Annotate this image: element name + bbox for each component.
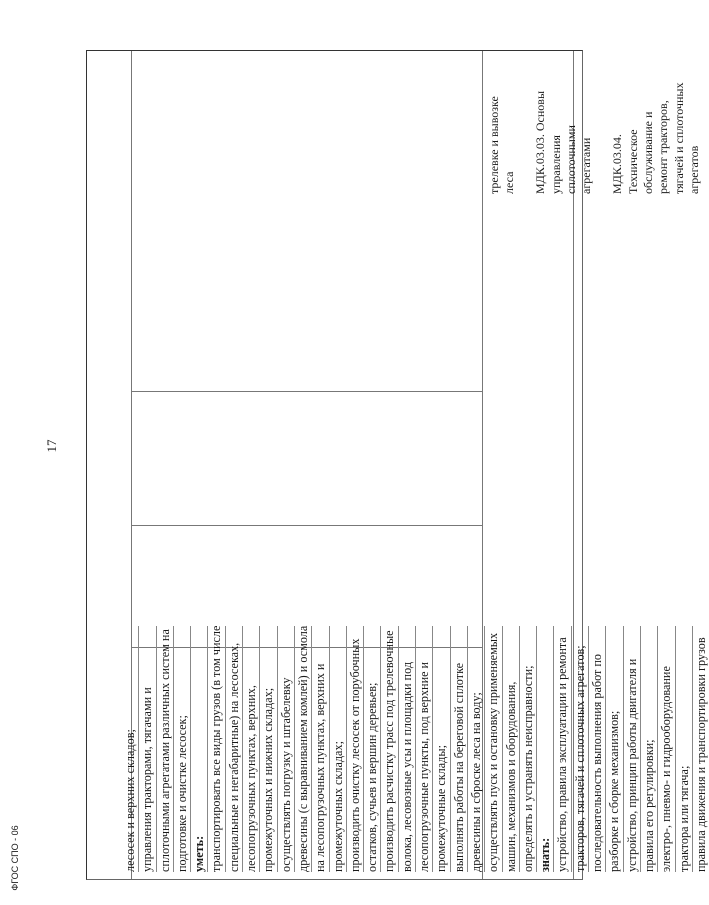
skills-line: специальные и негабаритные) на лесосеках, <box>226 626 243 872</box>
skills-line: лесопогрузочных пунктах, верхних, <box>243 626 260 872</box>
mdk-line: управления <box>548 135 563 194</box>
mdk-line: Техническое <box>625 129 640 194</box>
skills-line: устройство, правила эксплуатации и ремонта <box>554 626 571 872</box>
mdk-line: сплоточными <box>563 125 578 194</box>
skills-line: подготовке и очистке лесосек; <box>174 626 191 872</box>
skills-line: осуществлять погрузку и штабелевку <box>278 626 295 872</box>
skills-line: правила движения и транспортировки грузов <box>693 637 708 872</box>
mdk-line: обслуживание и <box>640 111 655 194</box>
mdk-line: МДК.03.04. <box>610 134 625 194</box>
table-row-divider <box>131 525 483 526</box>
mdk-line: агрегатами <box>579 137 594 194</box>
mdk-line: трелевке и вывозке <box>487 96 501 194</box>
skills-line: разборке и сборке механизмов; <box>606 626 623 872</box>
skills-line: промежуточные склады; <box>433 626 450 872</box>
skills-line: производить расчистку трасс под трелевочные <box>381 626 398 872</box>
mdk-line: ремонт тракторов, <box>656 100 671 194</box>
skills-line: лесопогрузочные пункты, под верхние и <box>416 626 433 872</box>
page-number: 17 <box>44 439 59 453</box>
skills-line: правила его регулировки; <box>641 626 658 872</box>
mdk-line: МДК.03.03. Основы <box>533 90 548 194</box>
skills-line: остатков, сучьев и вершин деревьев; <box>364 626 381 872</box>
skills-line: транспортировать все виды грузов (в том числе <box>208 626 225 872</box>
document-code: ФГОС СПО - 06 <box>10 825 20 891</box>
mdk-courses-cell <box>487 83 702 194</box>
skills-requirements-cell <box>122 626 709 872</box>
section-heading: знать: <box>537 626 554 872</box>
skills-line: машин, механизмов и оборудования, <box>503 626 520 872</box>
skills-line: электро-, пневмо- и гидрооборудование <box>658 626 675 872</box>
mdk-line: тягачей и сплоточных <box>671 82 686 194</box>
table-row-divider <box>131 391 483 392</box>
skills-line: производить очистку лесосек от порубочных <box>347 626 364 872</box>
skills-line: управления тракторами, тягачами и <box>139 626 156 872</box>
skills-line: устройство, принцип работы двигателя и <box>624 626 641 872</box>
skills-line: определять и устранять неисправности; <box>520 626 537 872</box>
skills-line: последовательность выполнения работ по <box>589 626 606 872</box>
skills-line: промежуточных и нижних складах; <box>260 626 277 872</box>
mdk-line: агрегатов <box>687 145 702 194</box>
skills-line: древесины (с выравниванием комлей) и осмола <box>295 626 312 872</box>
skills-line: волока, лесовозные усы и площадки под <box>399 626 416 872</box>
skills-line: промежуточных складах; <box>330 626 347 872</box>
skills-line: тракторов, тягачей и сплоточных агрегатов; <box>572 626 589 872</box>
skills-line: осуществлять пуск и остановку применяемых <box>485 626 502 872</box>
mdk-line: леса <box>502 171 517 194</box>
skills-line: выполнять работы на береговой сплотке <box>451 626 468 872</box>
mdk-spacer <box>518 83 533 194</box>
mdk-spacer <box>595 83 610 194</box>
skills-line: лесосек и верхних складов; <box>122 626 139 872</box>
skills-line: сплоточными агрегатами различных систем на <box>157 626 174 872</box>
skills-line: трактора или тягача; <box>676 626 693 872</box>
skills-line: на лесопогрузочных пунктах, верхних и <box>312 626 329 872</box>
skills-line: древесины и сброске леса на воду; <box>468 626 485 872</box>
section-heading: уметь: <box>191 626 208 872</box>
